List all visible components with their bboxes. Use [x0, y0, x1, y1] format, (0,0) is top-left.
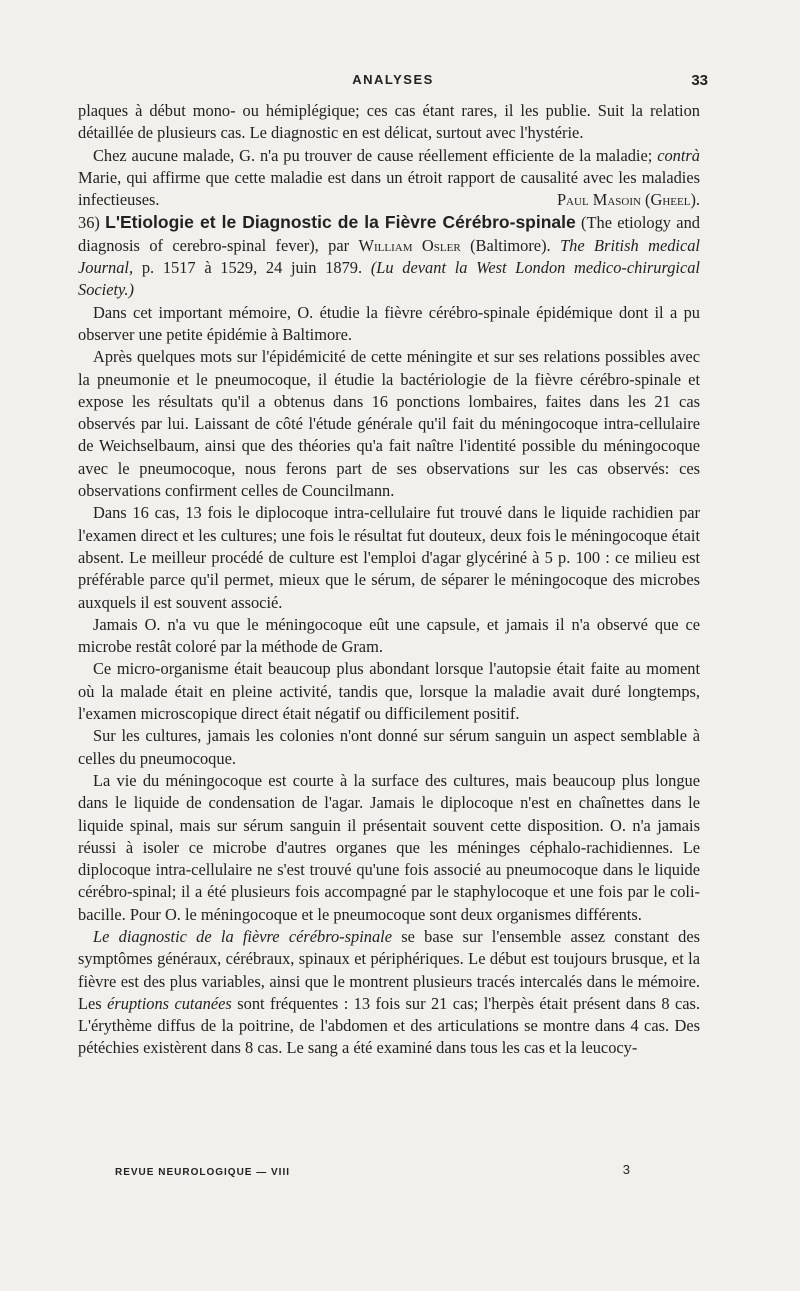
paragraph: La vie du méningocoque est courte à la surface des cultures, mais beaucoup plus longue dans le liquide de condensation de l'agar. Jamais le diplocoque n'est en chaînettes dans le liquide spinal, mais sur sérum sanguin il présentait souvent cette disposition. O. n'a jamais réussi à isoler ce microbe d'autres organes que les méninges céphalo-rachidiennes. Le diplocoque intra-cellulaire ne s'est trouvé qu'une fois associé au pneumocoque dans le liquide cérébro-spinal; il a été plusieurs fois accompagné par le staphylocoque et une fois par le coli-bacille. Pour O. le méningocoque et le pneumocoque sont deux organismes différents.: [78, 770, 700, 924]
read-note: (Lu devant la West London medico-chirurgical Society.): [78, 258, 700, 300]
paragraph-continuation: plaques à début mono- ou hémiplégique; ces cas étant rares, il les publie. Suit la relation détaillée de plusieurs cas. Le diagnostic en est délicat, surtout avec l'hystérie.: [78, 101, 700, 143]
article-heading: [78, 211, 700, 301]
paragraph-text: Chez aucune malade, G. n'a pu trouver de cause réellement efficiente de la maladie;: [93, 145, 653, 165]
footer-journal: REVUE NEUROLOGIQUE — VIII: [115, 1167, 291, 1178]
reviewer-signature: Paul Masoin (Gheel).: [556, 190, 700, 210]
paragraph: Dans cet important mémoire, O. étudie la fièvre cérébro-spinale épidémique dont il a pu observer une petite épidémie à Baltimore.: [78, 302, 700, 344]
paragraph-text: se base sur l'ensemble assez constant des symptômes généraux, cérébraux, spinaux et périphériques. Le début est toujours brusque, et la fièvre est des plus variables, ainsi que le montrent plusieurs tracés intercalés dans le mémoire. Les: [78, 926, 700, 1013]
header-title: ANALYSES: [352, 72, 434, 87]
paragraph: Après quelques mots sur l'épidémicité de cette méningite et sur ses relations possibles avec la pneumonie et le pneumocoque, il étudie la bactériologie de la fièvre cérébro-spinale et expose les résultats qu'il a obtenus dans 16 ponctions lombaires, faites dans les 21 cas observés par lui. Laissant de côté l'étude générale qu'il fait du méningocoque intra-cellulaire de Weichselbaum, ainsi que des théories qu'a fait naître l'identité possible du méningocoque avec le pneumocoque, nous ferons part de ses observations sur les cas observés: ces observations confirment celles de Councilmann.: [78, 347, 700, 501]
text-body: [78, 100, 700, 1060]
article-location: (Baltimore).: [470, 235, 551, 255]
italic-term: éruptions cutanées: [107, 993, 232, 1013]
article-translation: (The etiology and diagnosis of cerebro-spinal fever), par: [78, 213, 700, 255]
page-footer: [115, 1162, 630, 1180]
italic-heading: Le diagnostic de la fièvre cérébro-spinale: [93, 926, 392, 946]
paragraph: Ce micro-organisme était beaucoup plus abondant lorsque l'autopsie était faite au moment où la malade était en pleine activité, tandis que, lorsque la maladie avait duré longtemps, l'examen microscopique direct était négatif ou difficilement positif.: [78, 659, 700, 724]
article-title: L'Etiologie et le Diagnostic de la Fièvre Cérébro-spinale: [105, 212, 576, 233]
page-number: 33: [691, 72, 708, 89]
paragraph-diagnostic: [78, 926, 700, 1060]
paragraph-text: sont fréquentes : 13 fois sur 21 cas; l'herpès était présent dans 8 cas. L'érythème diffus de la poitrine, de l'abdomen et des articulations se montre dans 4 cas. Des pétéchies existèrent dans 8 cas. Le sang a été examiné dans tous les cas et la leucocy-: [78, 993, 700, 1058]
paragraph-conclusion: [78, 145, 700, 212]
italic-term: contrà: [657, 145, 700, 165]
paragraph: Jamais O. n'a vu que le méningocoque eût une capsule, et jamais il n'a observé que ce microbe restât coloré par la méthode de Gram.: [78, 614, 700, 657]
signature-mark: 3: [622, 1162, 630, 1177]
paragraph-text: Marie, qui affirme que cette maladie est dans un étroit rapport de causalité avec les maladies infectieuses.: [78, 167, 700, 210]
journal-pages: p. 1517 à 1529, 24 juin 1879.: [141, 258, 363, 278]
article-number: 36): [78, 213, 100, 233]
article-author: William Osler: [358, 235, 461, 255]
running-header: [78, 72, 708, 92]
journal-name: The British medical Journal,: [78, 235, 700, 278]
paragraph: Sur les cultures, jamais les colonies n'ont donné sur sérum sanguin un aspect semblable à celles du pneumocoque.: [78, 726, 700, 768]
paragraph: Dans 16 cas, 13 fois le diplocoque intra-cellulaire fut trouvé dans le liquide rachidien par l'examen direct et les cultures; une fois le résultat fut douteux, deux fois le méningocoque était absent. Le meilleur procédé de culture est l'emploi d'agar glycériné à 5 p. 100 : ce milieu est préférable parce qu'il permet, mieux que le sérum, de séparer le méningocoque des microbes auxquels il est souvent associé.: [78, 503, 700, 612]
